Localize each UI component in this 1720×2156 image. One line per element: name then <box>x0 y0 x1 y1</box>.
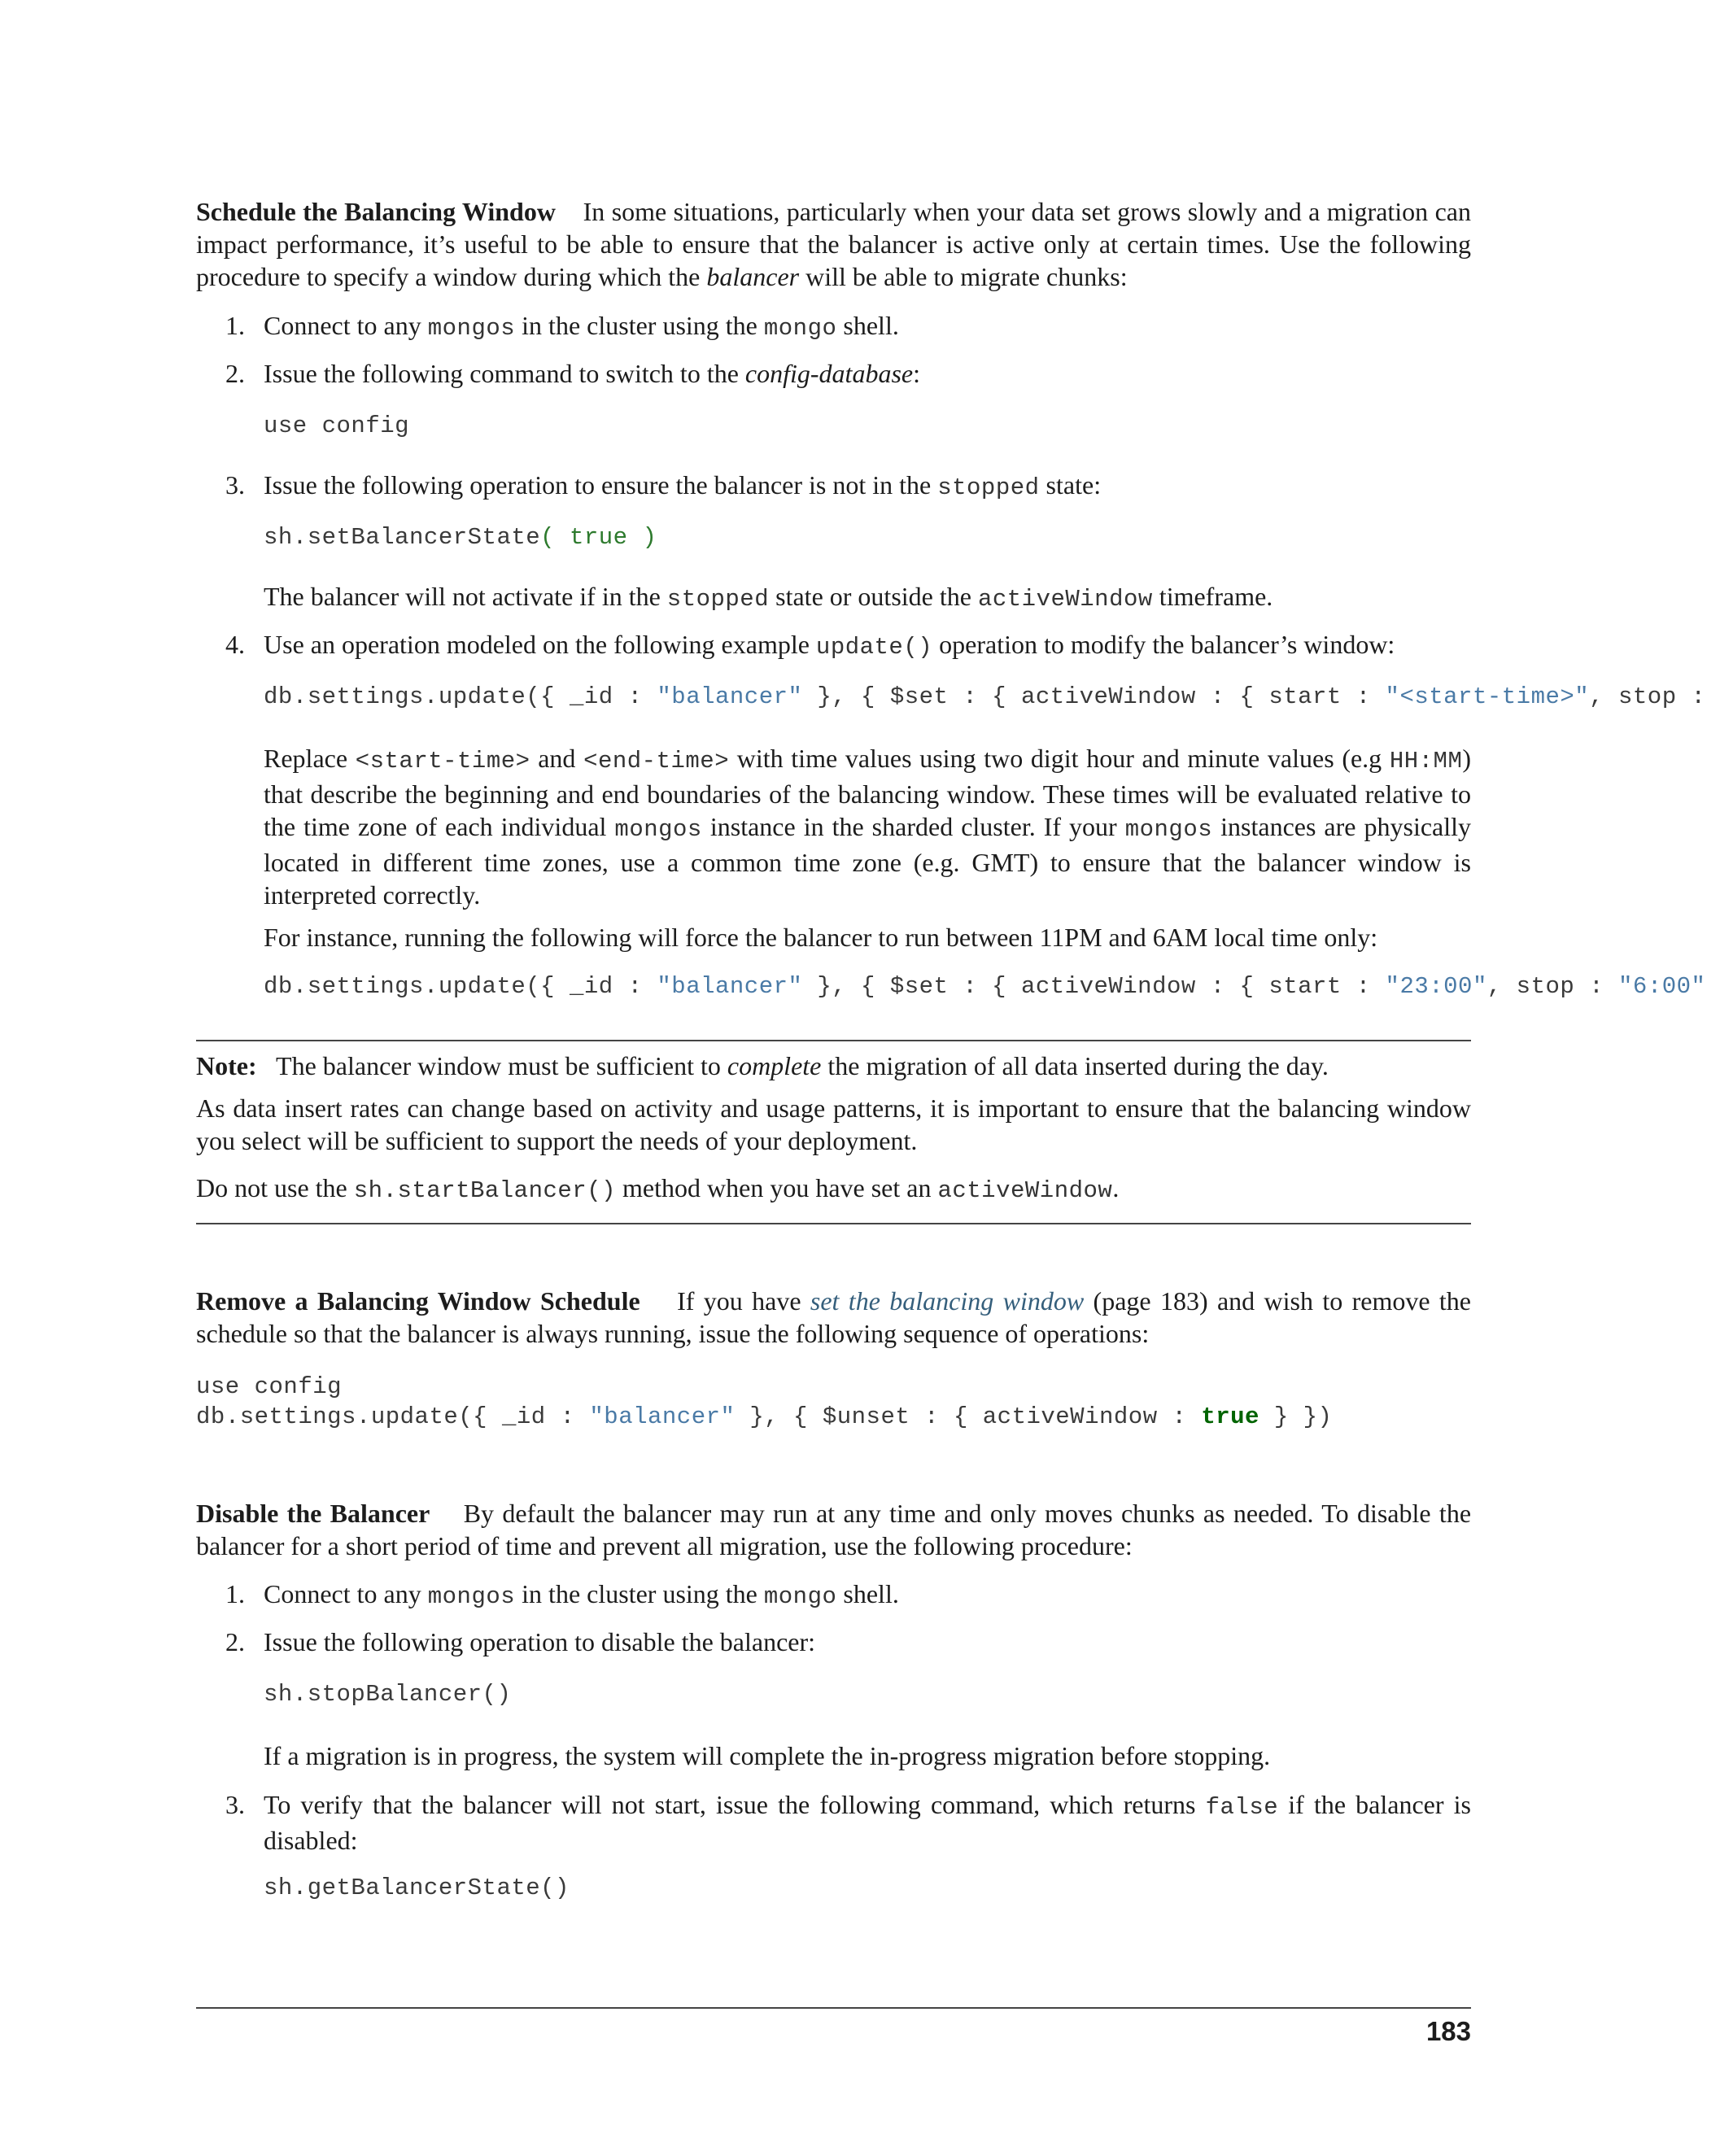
divider <box>196 1040 1471 1041</box>
section-heading: Schedule the Balancing Window <box>196 197 556 226</box>
list-item: Issue the following command to switch to the config-database: <box>264 359 920 388</box>
list-item: Issue the following operation to disable the balancer: <box>264 1627 816 1656</box>
list-item: Issue the following operation to ensure the balancer is not in the stopped state: <box>264 470 1102 501</box>
list-number: 3. <box>225 470 245 500</box>
remove-section-intro: Remove a Balancing Window Schedule If you have set the balancing window (page 183) and wish to remove the schedule so that the balancer is always running, issue the following sequence of operations: <box>196 1286 1471 1348</box>
code-block: sh.setBalancerState( true ) <box>264 524 657 551</box>
list-item: Connect to any mongos in the cluster using the mongo shell. <box>264 311 899 342</box>
code-block: use config <box>264 412 410 439</box>
paragraph: Replace <start-time> and <end-time> with time values using two digit hour and minute values (e.g HH:MM) that describe the beginning and end boundaries of the balancing window. These times will be evaluated relative to the time zone of each individual mongos instance in the sharded cluster. If your mongos instances are physically located in different time zones, use a common time zone (e.g. GMT) to ensure that the balancer window is interpreted correctly. <box>264 744 1472 910</box>
disable-section-intro: Disable the Balancer By default the balancer may run at any time and only moves chunks as needed. To disable the balancer for a short period of time and prevent all migration, use the following procedure: <box>196 1499 1472 1560</box>
page-number: 183 <box>1425 2016 1471 2046</box>
list-item: Use an operation modeled on the following example update() operation to modify the balancer’s window: <box>264 630 1395 661</box>
note-line: Note: The balancer window must be sufficient to complete the migration of all data inserted during the day. <box>196 1051 1329 1080</box>
list-item: Connect to any mongos in the cluster using the mongo shell. <box>264 1579 899 1610</box>
paragraph: For instance, running the following will force the balancer to run between 11PM and 6AM local time only: <box>264 923 1378 952</box>
note-paragraph: As data insert rates can change based on activity and usage patterns, it is important to ensure that the balancing window you select will be sufficient to support the needs of your deployment. <box>196 1093 1471 1155</box>
code-block: use config db.settings.update({ _id : "balancer" }, { $unset : { activeWindow : true } }) <box>196 1373 1333 1430</box>
list-number: 2. <box>225 359 245 388</box>
code-block: db.settings.update({ _id : "balancer" }, { $set : { activeWindow : { start : "<start-time>", stop : <box>264 683 1720 710</box>
list-number: 3. <box>225 1790 245 1819</box>
note-label: Note: <box>196 1051 257 1080</box>
list-number: 4. <box>225 630 245 659</box>
paragraph: The balancer will not activate if in the stopped state or outside the activeWindow timeframe. <box>264 582 1273 613</box>
list-item: To verify that the balancer will not start, issue the following command, which returns false if the balancer is disabled: <box>264 1790 1472 1855</box>
list-number: 1. <box>225 1579 245 1608</box>
list-number: 2. <box>225 1627 245 1656</box>
code-block: sh.getBalancerState() <box>264 1874 570 1901</box>
schedule-section-intro: Schedule the Balancing Window In some situations, particularly when your data set grows slowly and a migration can impact performance, it’s useful to be able to ensure that the balancer is active only at certain times. Use the following procedure to specify a window during which the balancer will be able to migrate chunks: <box>196 197 1472 291</box>
note-paragraph: Do not use the sh.startBalancer() method when you have set an activeWindow. <box>196 1173 1120 1204</box>
section-heading: Disable the Balancer <box>196 1499 430 1528</box>
code-block: sh.stopBalancer() <box>264 1681 512 1708</box>
code-block: db.settings.update({ _id : "balancer" }, { $set : { activeWindow : { start : "23:00", stop : "6:00" <box>264 973 1706 1000</box>
paragraph: If a migration is in progress, the system will complete the in-progress migration before stopping. <box>264 1741 1271 1770</box>
footer-divider <box>196 2007 1471 2009</box>
divider <box>196 1223 1471 1224</box>
cross-reference-link[interactable]: set the balancing window <box>810 1286 1085 1316</box>
section-heading: Remove a Balancing Window Schedule <box>196 1286 640 1316</box>
list-number: 1. <box>225 311 245 340</box>
